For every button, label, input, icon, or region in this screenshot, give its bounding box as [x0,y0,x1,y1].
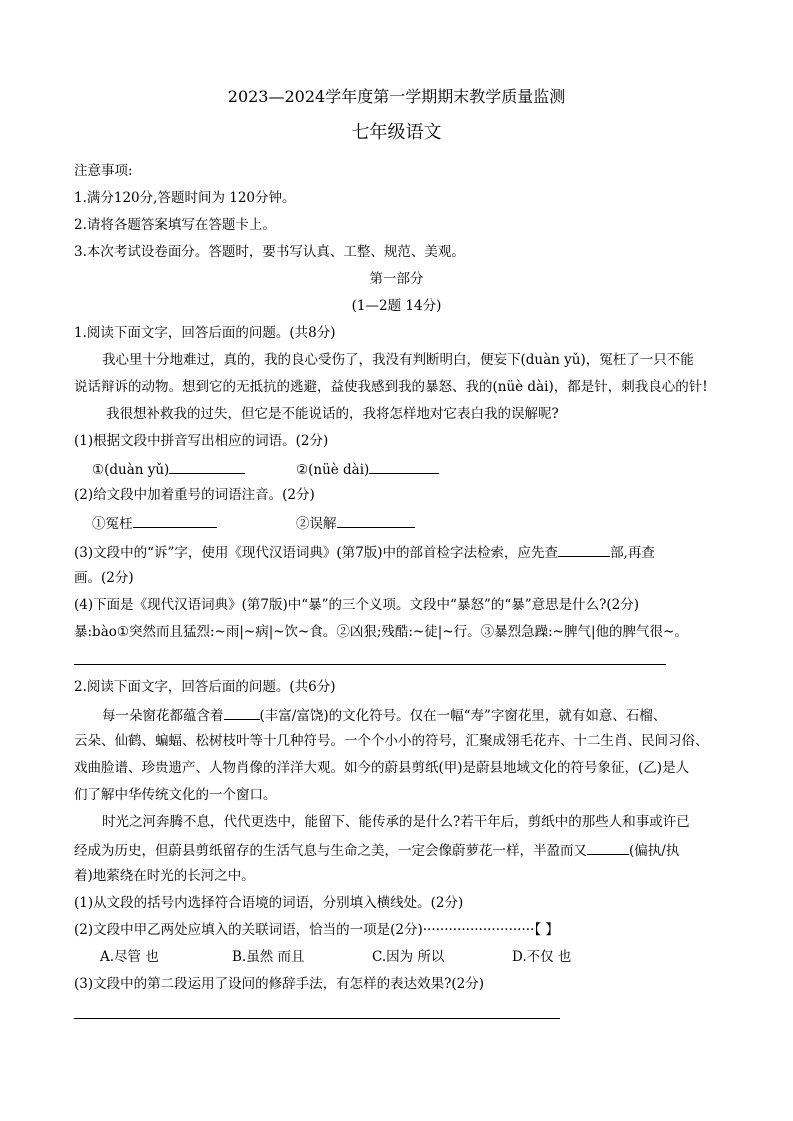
q1-sub1-item-b [296,459,439,479]
answer-blank[interactable] [558,542,610,557]
q1-passage-line: 说话辩诉的动物。想到它的无抵抗的逃避，益使我感到我的暴怒、我的(nüè dài)，都是针，刺我良心的针! [74,379,708,395]
q2-option-d[interactable]: D.不仅 也 [512,949,572,965]
q2-passage-text: 每一朵窗花都蕴含着 [102,708,224,724]
q2-sub2: (2)文段中甲乙两处应填入的关联词语，恰当的一项是(2分)··························【 】 [74,922,559,938]
note-item-1: 1.满分120分,答题时间为 120分钟。 [74,190,296,206]
q2-passage-line [102,705,666,725]
q1-stem: 1.阅读下面文字，回答后面的问题。(共8分) [74,325,336,341]
answer-blank[interactable] [587,840,629,855]
exam-subject: 七年级语文 [351,122,442,143]
q1-sub2-b-label: ②误解 [296,516,337,532]
q1-sub3-line [74,542,655,562]
answer-blank[interactable] [133,513,217,528]
q2-stem: 2.阅读下面文字，回答后面的问题。(共6分) [74,679,336,695]
q2-sub3: (3)文段中的第二段运用了设问的修辞手法，有怎样的表达效果?(2分) [74,976,484,992]
q1-sub2-item-b [296,513,415,533]
exam-title: 2023—2024学年度第一学期期末教学质量监测 [227,87,566,106]
q2-passage-line: 戏曲脸谱、珍贵遗产、人物肖像的洋洋大观。如今的蔚县剪纸(甲)是蔚县地域文化的符号象征，(乙)是人 [74,760,690,776]
q2-passage-line: 云朵、仙鹤、蝙蝠、松树枝叶等十几种符号。一个个小小的符号，汇聚成翎毛花卉、十二生肖、民间习俗、 [74,733,709,749]
q1-sub4-definition: 暴:bào①突然而且猛烈:~雨|~病|~饮~食。②凶狠;残酷:~徒|~行。③暴烈急躁:~脾气|他的脾气很~。 [74,624,688,640]
q1-passage-line: 我心里十分地难过，真的，我的良心受伤了，我没有判断明白，便妄下(duàn yǔ)，冤枉了一只不能 [102,352,694,368]
note-item-3: 3.本次考试设卷面分。答题时，要书写认真、工整、规范、美观。 [74,244,465,260]
answer-line[interactable] [74,664,666,665]
q2-passage-text: (丰富/富饶)的文化符号。仅在一幅“寿”字窗花里，就有如意、石榴、 [259,708,667,724]
q2-sub1: (1)从文段的括号内选择符合语境的词语，分别填入横线处。(2分) [74,895,464,911]
q1-sub3-text-end: 部,再查 [610,545,655,561]
q1-sub1-a-label: ①(duàn yǔ) [92,462,170,478]
q1-sub4: (4)下面是《现代汉语词典》(第7版)中“暴”的三个义项。文段中“暴怒”的“暴”意思是什么?(2分) [74,597,640,613]
answer-line[interactable] [74,1018,560,1019]
note-item-2: 2.请将各题答案填写在答题卡上。 [74,217,276,233]
q2-passage-line: 着)地萦绕在时光的长河之中。 [74,868,255,884]
q1-sub3-text: (3)文段中的“诉”字，使用《现代汉语词典》(第7版)中的部首检字法检索，应先查 [74,545,559,561]
q1-sub3-line2: 画。(2分) [74,570,134,586]
q2-passage-line: 们了解中华传统文化的一个窗口。 [74,787,277,803]
q1-sub1-item-a [92,459,245,479]
q1-sub1: (1)根据文段中拼音写出相应的词语。(2分) [74,433,329,449]
q2-option-a[interactable]: A.尽管 也 [100,949,159,965]
answer-blank[interactable] [337,513,415,528]
q1-passage-line: 我很想补救我的过失，但它是不能说话的，我将怎样地对它表白我的误解呢? [106,406,559,422]
answer-blank[interactable] [369,459,439,474]
q1-sub1-b-label: ②(nüè dài) [296,462,370,478]
q2-passage-text: 经成为历史，但蔚县剪纸留存的生活气息与生命之美，一定会像蔚萝花一样，半盈而又 [74,843,587,859]
q1-sub2: (2)给文段中加着重号的词语注音。(2分) [74,487,315,503]
q2-option-b[interactable]: B.虽然 而且 [232,949,305,965]
q2-passage-text: (偏执/执 [629,843,680,859]
q1-sub2-item-a [92,513,217,533]
notes-heading: 注意事项: [74,163,133,179]
answer-blank[interactable] [224,705,260,720]
answer-blank[interactable] [169,459,245,474]
part1-title: 第一部分 [369,271,424,287]
q2-passage-line: 时光之河奔腾不息，代代更迭中，能留下、能传承的是什么?若干年后，剪纸中的那些人和事或许已 [102,814,690,830]
q1-sub2-a-label: ①冤枉 [92,516,133,532]
part1-range: (1—2题 14分) [351,298,442,314]
q2-option-c[interactable]: C.因为 所以 [372,949,445,965]
q2-passage-line [74,840,679,860]
